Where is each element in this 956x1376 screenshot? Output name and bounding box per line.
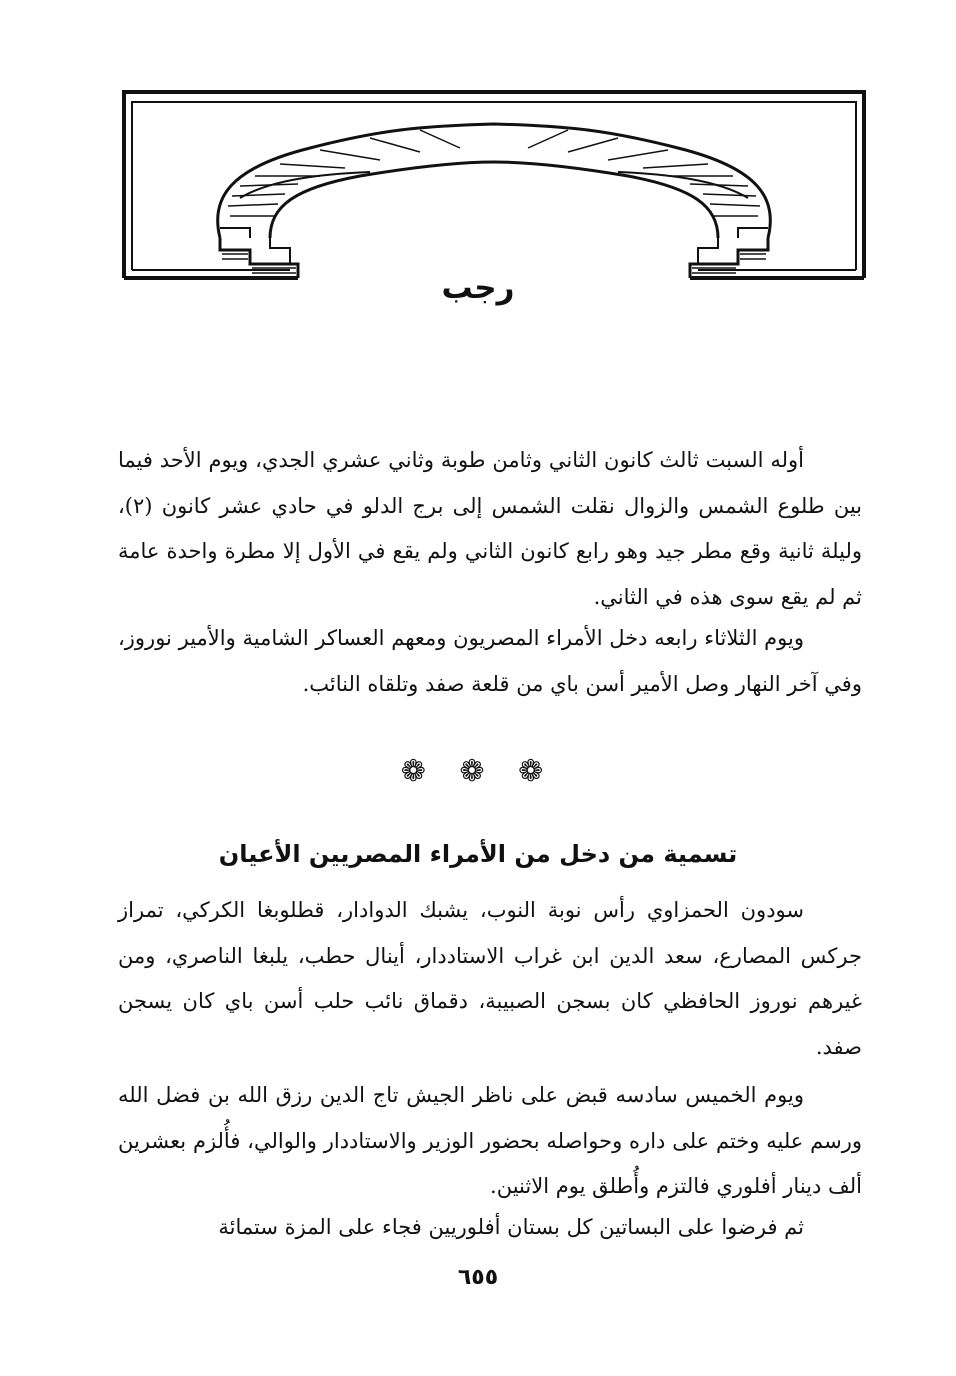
paragraph-text: ويوم الخميس سادسه قبض على ناظر الجيش تاج الدين رزق الله بن فضل الله ورسم عليه وختم على داره وحواصله بحضور الوزير والاستاددار والوالي، فأُلزم بعشرين ألف دينار أفلوري فالتزم وأُطلق يوم الاثنين. xyxy=(118,1083,862,1198)
chapter-header-ornament xyxy=(120,88,868,284)
paragraph-text: ويوم الثلاثاء رابعه دخل الأمراء المصريون ومعهم العساكر الشامية والأمير نوروز، وفي آخر النهار وصل الأمير أسن باي من قلعة صفد وتلقاه النائب. xyxy=(118,626,862,696)
paragraph xyxy=(118,616,862,707)
chapter-title: رجب xyxy=(441,270,515,306)
paragraph xyxy=(118,888,862,1070)
section-heading: تسمية من دخل من الأمراء المصريين الأعيان xyxy=(218,840,738,868)
paragraph xyxy=(118,438,862,620)
paragraph-text: ثم فرضوا على البساتين كل بستان أفلوريين فجاء على المزة ستمائة xyxy=(218,1215,804,1239)
page-number: ٦٥٥ xyxy=(457,1265,499,1290)
section-separator: ❁ ❁ ❁ xyxy=(400,754,556,789)
paragraph xyxy=(118,1073,862,1210)
paragraph-text: سودون الحمزاوي رأس نوبة النوب، يشبك الدوادار، قطلوبغا الكركي، تمراز جركس المصارع، سعد الدين ابن غراب الاستاددار، أينال حطب، يلبغا الناصري، ومن غيرهم نوروز الحافظي كان بسجن الصبيبة، دقماق نائب حلب أسن باي كان يسجن صفد. xyxy=(118,898,863,1059)
paragraph-text: أوله السبت ثالث كانون الثاني وثامن طوبة وثاني عشري الجدي، ويوم الأحد فيما بين طلوع الشمس والزوال نقلت الشمس إلى برج الدلو في حادي عشر كانون (٢)، وليلة ثانية وقع مطر جيد وهو رابع كانون الثاني ولم يقع في الأول إلا مطرة واحدة عامة ثم لم يقع سوى هذه في الثاني. xyxy=(118,448,862,609)
paragraph xyxy=(118,1205,862,1251)
